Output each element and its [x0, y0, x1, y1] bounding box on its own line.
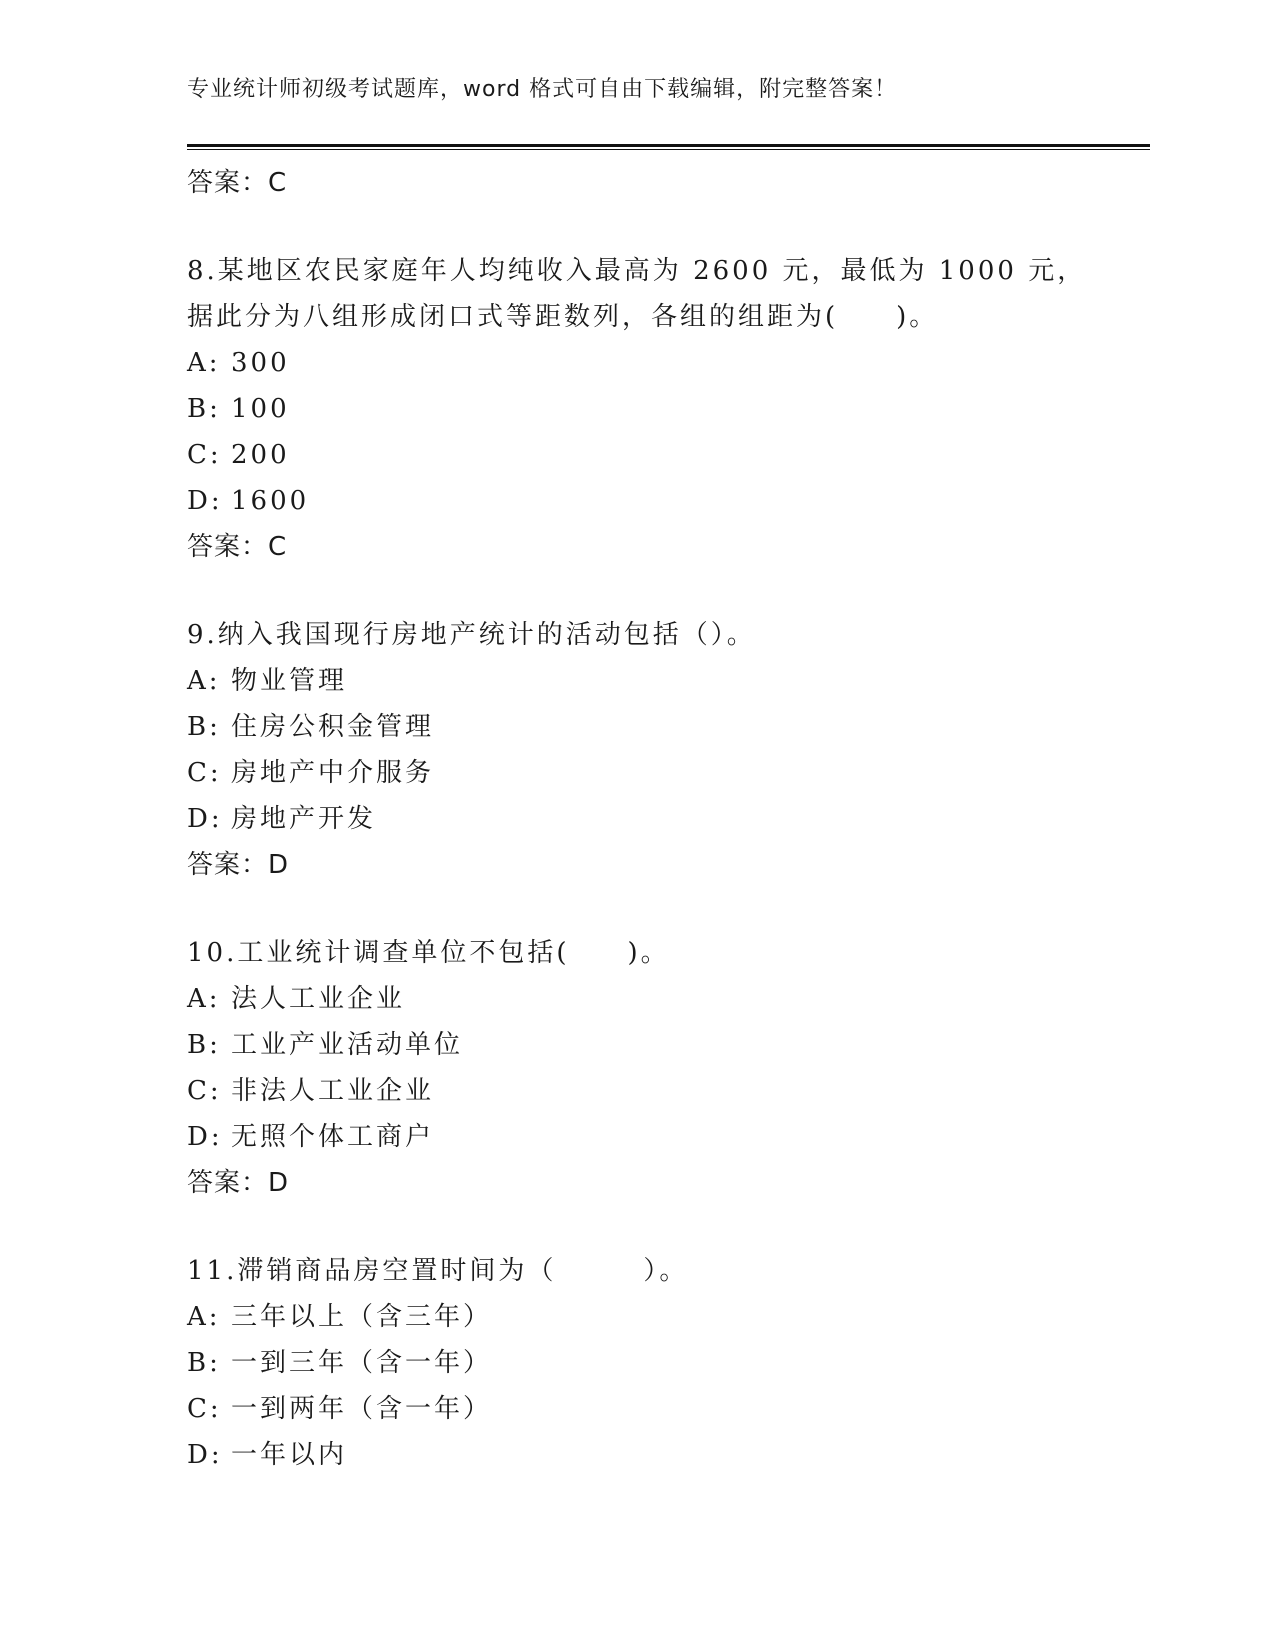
option-letter: A: — [187, 348, 221, 378]
header-rule-thick — [187, 144, 1150, 147]
option-text: 工业产业活动单位 — [231, 1030, 464, 1060]
option-text: 三年以上（含三年） — [231, 1302, 493, 1332]
header-rule-thin — [187, 149, 1150, 150]
option-c — [187, 1068, 1087, 1114]
question-stem: 10.工业统计调查单位不包括( )。 — [187, 938, 670, 968]
option-letter: B: — [187, 394, 221, 424]
option-letter: D: — [187, 1122, 223, 1152]
document-content — [187, 160, 1087, 1478]
option-text: 物业管理 — [231, 666, 348, 696]
question-9 — [187, 612, 1087, 888]
option-a — [187, 1294, 1087, 1340]
question-stem: 11.滞销商品房空置时间为（ ）。 — [187, 1256, 689, 1286]
option-text: 无照个体工商户 — [231, 1122, 435, 1152]
option-letter: A: — [187, 1302, 221, 1332]
option-a — [187, 340, 1087, 386]
option-d — [187, 1432, 1087, 1478]
answer-line: 答案：D — [187, 850, 290, 880]
question-stem: 8.某地区农民家庭年人均纯收入最高为 2600 元，最低为 1000 元，据此分为八组形成闭口式等距数列，各组的组距为( )。 — [187, 256, 1087, 332]
question-10 — [187, 930, 1087, 1206]
option-text: 一到三年（含一年） — [231, 1348, 493, 1378]
option-text: 法人工业企业 — [231, 984, 406, 1014]
option-letter: C: — [187, 1076, 222, 1106]
option-letter: A: — [187, 984, 221, 1014]
option-b — [187, 1022, 1087, 1068]
option-text: 1600 — [231, 486, 310, 516]
option-letter: D: — [187, 1440, 223, 1470]
option-c — [187, 432, 1087, 478]
option-c — [187, 1386, 1087, 1432]
option-letter: C: — [187, 1394, 222, 1424]
answer-line: 答案：C — [187, 532, 288, 562]
option-letter: A: — [187, 666, 221, 696]
option-a — [187, 658, 1087, 704]
option-text: 一到两年（含一年） — [231, 1394, 493, 1424]
option-letter: B: — [187, 712, 221, 742]
option-letter: B: — [187, 1030, 221, 1060]
option-text: 200 — [231, 440, 290, 470]
option-letter: D: — [187, 804, 223, 834]
option-letter: C: — [187, 440, 222, 470]
question-11 — [187, 1248, 1087, 1478]
option-letter: C: — [187, 758, 222, 788]
page-header: 专业统计师初级考试题库，word 格式可自由下载编辑，附完整答案！ — [187, 77, 898, 102]
option-text: 非法人工业企业 — [231, 1076, 435, 1106]
option-text: 300 — [231, 348, 290, 378]
option-d — [187, 478, 1087, 524]
option-b — [187, 1340, 1087, 1386]
option-text: 房地产开发 — [231, 804, 377, 834]
option-a — [187, 976, 1087, 1022]
option-letter: B: — [187, 1348, 221, 1378]
question-stem: 9.纳入我国现行房地产统计的活动包括（）。 — [187, 620, 756, 650]
option-c — [187, 750, 1087, 796]
previous-answer: 答案：C — [187, 168, 288, 198]
question-8 — [187, 248, 1087, 570]
option-text: 住房公积金管理 — [231, 712, 435, 742]
option-b — [187, 704, 1087, 750]
option-text: 房地产中介服务 — [231, 758, 435, 788]
answer-line: 答案：D — [187, 1168, 290, 1198]
option-text: 100 — [231, 394, 290, 424]
option-letter: D: — [187, 486, 223, 516]
option-b — [187, 386, 1087, 432]
option-text: 一年以内 — [231, 1440, 348, 1470]
option-d — [187, 1114, 1087, 1160]
option-d — [187, 796, 1087, 842]
